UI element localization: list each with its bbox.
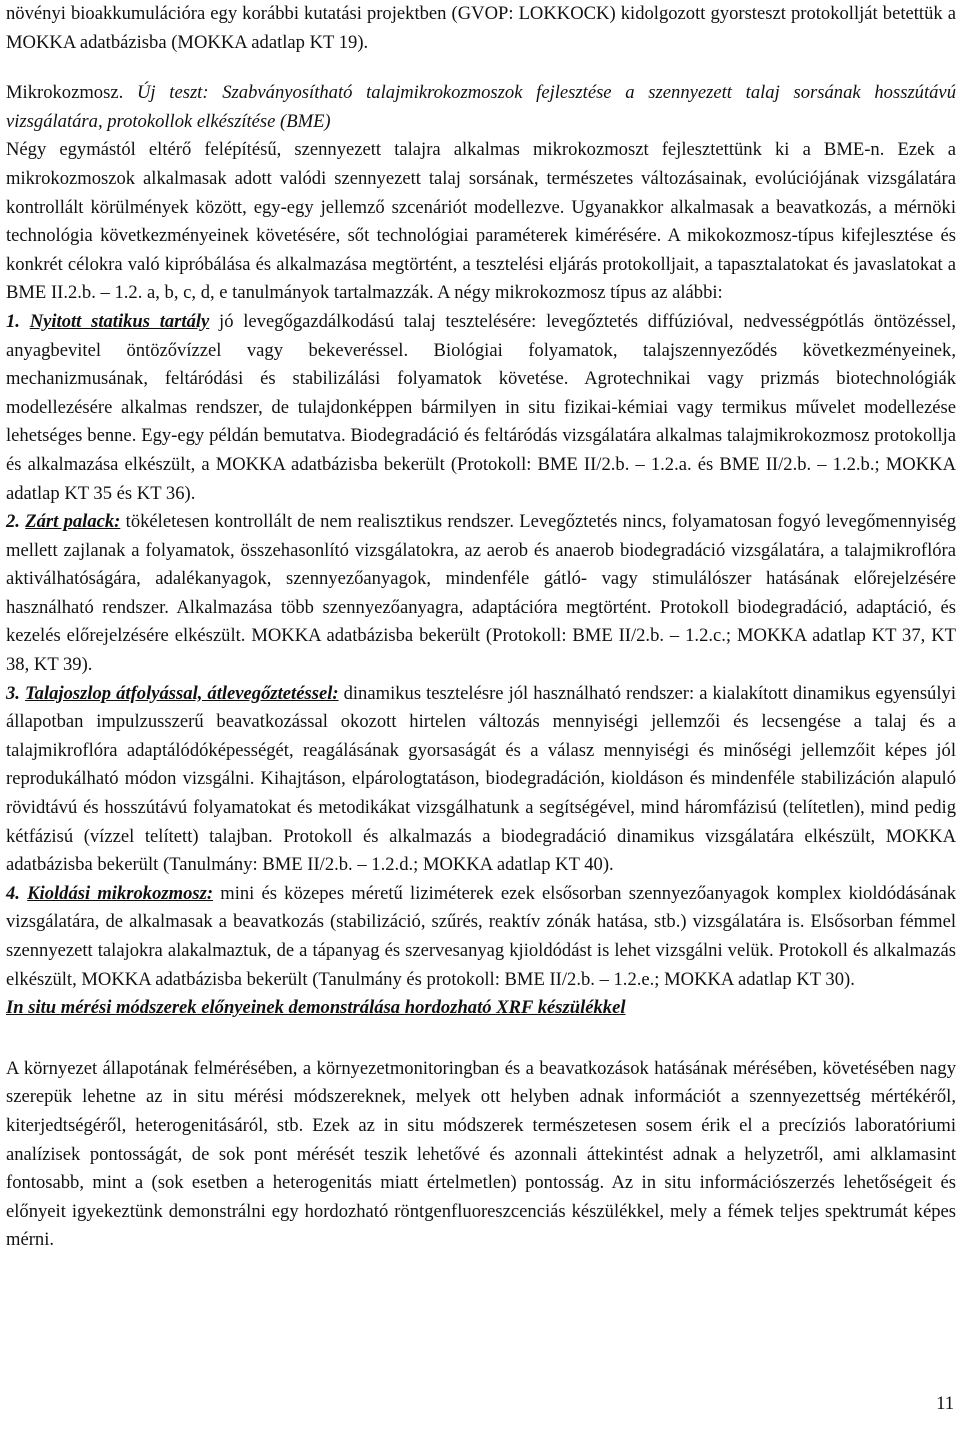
type-3-text: dinamikus tesztelésre jól használható rendszer: a kialakított dinamikus egyensúlyi állapotban impulzusszerű beavatkozással okozott hirtelen változás mennyiségi jellemzői és lecsengése a talaj és a talajmikroflóra adaptálódóképességét, reagálásának gyorsaságát és a válasz mennyiségi és minőségi jellemzőit képes jól reprodukálható módon vizsgálni. Kihajtáson, elpárologtatáson, biodegradáción, kioldáson és mindenféle stabilizáción alapuló rövidtávú és hosszútávú folyamatokat és metodikákat vizsgálhatunk a segítségével, mind háromfázisú (telítetlen), mind pedig kétfázisú (vízzel telített) talajban. Protokoll és alkalmazás a biodegradáció dinamikus vizsgálatára elkészült, MOKKA adatbázisba bekerült (Tanulmány: BME II/2.b. – 1.2.d.; MOKKA adatlap KT 40). [6, 682, 956, 876]
type-2-number: 2. [6, 511, 20, 533]
page-number: 11 [936, 1393, 954, 1414]
microcosm-intro-paragraph: Négy egymástól eltérő felépítésű, szennyezett talajra alkalmas mikrokozmoszt fejlesztettünk ki a BME-n. Ezek a mikrokozmoszok alkalmasak adott valódi szennyezett talaj sorsának, természetes változásainak, evolúciójának vizsgálatára kontrollált körülmények között, egy-egy jellemző szcenáriót modellezve. Ugyanakkor alkalmasak a beavatkozás, a mérnöki technológia következményeinek követésére, sőt technológiai paraméterek kimérésére. A mikokozmosz-típus kifejlesztése és konkrét célokra való kipróbálása és alkalmazása megtörtént, a tesztelési eljárás protokolljait, a tapasztalatokat és javaslatokat a BME II.2.b. – 1.2. a, b, c, d, e tanulmányok tartalmazzák. A négy mikrokozmosz típus az alábbi: [6, 139, 956, 304]
type-4-number: 4. [6, 882, 20, 904]
microcosm-type-1 [6, 308, 956, 508]
microcosm-type-2 [6, 508, 956, 680]
type-4-name: Kioldási mikrokozmosz: [27, 882, 214, 904]
type-3-name: Talajoszlop átfolyással, átlevegőztetéssel: [25, 682, 339, 704]
type-1-name: Nyitott statikus tartály [29, 310, 210, 332]
microcosm-lead: Mikrokozmosz. [6, 82, 124, 104]
microcosm-type-4 [6, 880, 956, 994]
type-3-number: 3. [6, 682, 20, 704]
type-2-name: Zárt palack: [25, 511, 121, 533]
in-situ-section-title: In situ mérési módszerek előnyeinek demonstrálása hordozható XRF készülékkel [6, 997, 626, 1019]
microcosm-type-3 [6, 680, 956, 880]
type-1-text: jó levegőgazdálkodású talaj tesztelésére: levegőztetés diffúzióval, nedvességpótlás öntözéssel, anyagbevitel öntözővízzel vagy bekeveréssel. Biológiai folyamatok, talajszennyeződés következményeinek, mechanizmusának, feltáródási és stabilizálási folyamatok követése. Agrotechnikai vagy prizmás biotechnológiák modellezésére alkalmas rendszer, de tulajdonképpen bármilyen in situ fizikai-kémiai vagy termikus művelet modellezése lehetséges benne. Egy-egy példán bemutatva. Biodegradáció és feltáródás vizsgálatára alkalmas talajmikrokozmosz protokollja és alkalmazása elkészült, a MOKKA adatbázisba bekerült (Protokoll: BME II/2.b. – 1.2.a. és BME II/2.b. – 1.2.b.; MOKKA adatlap KT 35 és KT 36). [6, 310, 956, 504]
microcosm-new-test-title: Új teszt: Szabványosítható talajmikrokozmoszok fejlesztése a szennyezett talaj sorsának hosszútávú vizsgálatára, protokollok elkészítése (BME) [6, 82, 956, 132]
type-1-number: 1. [6, 310, 20, 332]
continued-paragraph: növényi bioakkumulációra egy korábbi kutatási projektben (GVOP: LOKKOCK) kidolgozott gyorsteszt protokollját betettük a MOKKA adatbázisba (MOKKA adatlap KT 19). [6, 3, 956, 53]
type-4-text: mini és közepes méretű liziméterek ezek elsősorban szennyezőanyagok komplex kioldódásának vizsgálatára, de alkalmasak a beavatkozás (stabilizáció, szűrés, reaktív zónák hatása, stb.) vizsgálatára is. Elsősorban fémmel szennyezett talajokra alakalmaztuk, de a tápanyag és szervesanyag kjioldódást is lehet vizsgálni velük. Protokoll és alkalmazás elkészült, MOKKA adatbázisba bekerült (Tanulmány és protokoll: BME II/2.b. – 1.2.e.; MOKKA adatlap KT 30). [6, 882, 956, 990]
microcosm-section-heading [6, 79, 956, 136]
document-page [6, 0, 956, 1255]
in-situ-body-paragraph: A környezet állapotának felmérésében, a környezetmonitoringban és a beavatkozások hatásának mérésében, követésében nagy szerepük lehetne az in situ mérési módszereknek, melyek ott helyben adnak információt a szennyezettség mértékéről, kiterjedtségéről, heterogenitásáról, stb. Ezek az in situ módszerek természetesen sosem érik el a precíziós laboratóriumi analízisek pontosságát, de sok pont mérését teszik lehetővé és azonnali áttekintést adnak a helyzetről, ami alklamasint fontosabb, mint a (sok esetben a heterogenitás miatt értelmetlen) pontosság. Az in situ információszerzés lehetőségeit és előnyeit igyekeztünk demonstrálni egy hordozható röntgenfluoreszcenciás készülékkel, mely a fémek teljes spektrumát képes mérni. [6, 1057, 956, 1251]
type-2-text: tökéletesen kontrollált de nem realisztikus rendszer. Levegőztetés nincs, folyamatosan fogyó levegőmennyiség mellett zajlanak a folyamatok, összehasonlító vizsgálatokra, az aerob és anaerob biodegradáció vizsgálatára, a talajmikroflóra aktiválhatóságára, adalékanyagok, szennyezőanyagok, mindenféle gátló- vagy stimulálószer hatásának előrejelzésére használható rendszer. Alkalmazása több szennyezőanyagra, adaptációra megtörtént. Protokoll biodegradáció, adaptáció, és kezelés előrejelzésére elkészült. MOKKA adatbázisba bekerült (Protokoll: BME II/2.b. – 1.2.c.; MOKKA adatlap KT 37, KT 38, KT 39). [6, 511, 956, 676]
